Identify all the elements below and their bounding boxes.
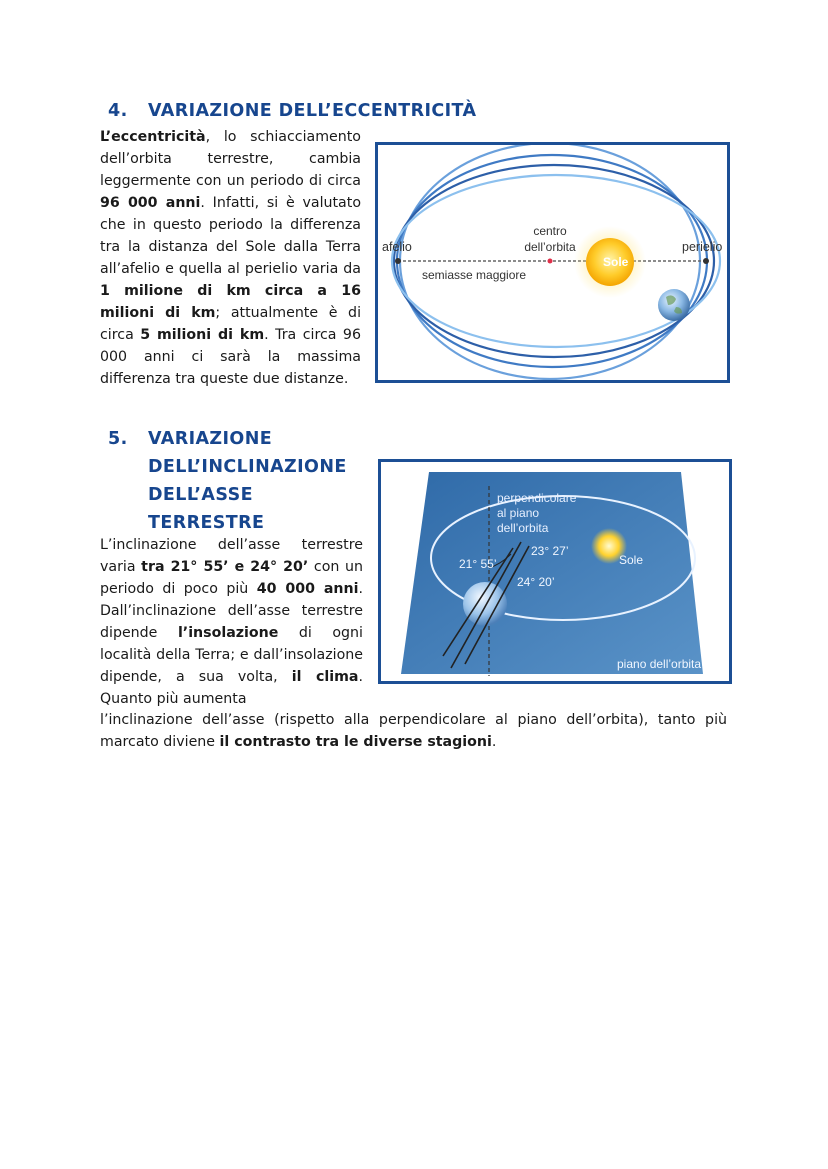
section-4-text-run-0: L’eccentricità	[100, 129, 206, 145]
section-5-text-run-1: tra 21° 55’ e 24° 20’	[141, 559, 309, 575]
section-5-continuation-run-2: .	[491, 734, 497, 750]
section-4-text-run-2: 96 000 anni	[100, 195, 201, 211]
section-5-text-run-7: il clima	[291, 669, 359, 685]
eccentricity-figure	[375, 142, 730, 383]
section-5-continuation-run-0: l’inclinazione dell’asse (rispetto alla perpendicolare al piano dell’orbita), tanto più marcato diviene	[100, 712, 727, 750]
perihelion-label: perielio	[682, 240, 723, 254]
section-5-number: 5.	[108, 429, 128, 449]
section-5-text-run-0: L’inclinazione dell’asse terrestre varia	[100, 537, 363, 575]
section-4-text-run-4: 1 milione di km circa a 16 milioni di km	[100, 283, 361, 321]
earth-icon	[658, 289, 690, 321]
aphelion-label: afelio	[382, 240, 412, 254]
sun-label: Sole	[603, 255, 629, 269]
section-5-text-run-4: . Dall’inclinazione dell’asse terrestre dipende	[100, 581, 364, 641]
section-4-paragraph	[100, 126, 361, 390]
section-5-title-line-3: DELL’ASSE	[148, 485, 253, 505]
section-5-text-run-8: . Quanto più aumenta	[100, 669, 363, 707]
section-5-text-run-5: l’insolazione	[177, 625, 279, 641]
angle-label-max: 24° 20’	[517, 575, 555, 589]
section-5-heading	[108, 425, 347, 537]
section-5-text-run-6: di ogni località della Terra; e dall’insolazione dipende, a sua volta,	[100, 625, 363, 685]
section-4-text-run-6: 5 milioni di km	[140, 327, 265, 343]
section-4-heading	[108, 101, 476, 121]
section-4-text-run-5: ; attualmente è di circa	[100, 305, 362, 343]
aphelion-point	[395, 258, 401, 264]
axial-tilt-figure	[378, 459, 732, 684]
perpendicular-label-2: al piano	[497, 506, 540, 520]
sun-label: Sole	[619, 553, 644, 567]
angle-label-current: 23° 27’	[531, 544, 569, 558]
perpendicular-label-1: perpendicolare	[497, 491, 577, 505]
section-5-paragraph	[100, 534, 363, 710]
perihelion-point	[703, 258, 709, 264]
semimajor-axis-label: semiasse maggiore	[422, 268, 527, 282]
orbit-center-label-2: dell’orbita	[524, 240, 576, 254]
perpendicular-label-3: dell’orbita	[497, 521, 549, 535]
earth-icon	[463, 582, 507, 626]
section-5-title-line-4: TERRESTRE	[148, 513, 265, 533]
section-5-title-line-1: VARIAZIONE	[148, 429, 273, 449]
section-5-text-run-2: con un periodo di poco più	[100, 559, 363, 597]
section-5-continuation	[100, 709, 727, 753]
section-4-text-run-3: . Infatti, si è valutato che in questo periodo la differenza tra la distanza del Sole dalla Terra all’afelio e quella al perielio varia da	[100, 195, 361, 277]
section-4-title: VARIAZIONE DELL’ECCENTRICITÀ	[148, 101, 477, 121]
orbit-ellipses	[392, 145, 723, 379]
section-5-text-run-3: 40 000 anni	[256, 581, 359, 597]
section-4-text-run-7: . Tra circa 96 000 anni ci sarà la massima differenza tra queste due distanze.	[100, 327, 361, 387]
section-5-title-line-2: DELL’INCLINAZIONE	[148, 457, 347, 477]
section-4-number: 4.	[108, 101, 128, 121]
section-5-continuation-run-1: il contrasto tra le diverse stagioni	[219, 734, 492, 750]
angle-label-min: 21° 55’	[459, 557, 497, 571]
orbit-center-point	[548, 259, 553, 264]
orbit-center-label-1: centro	[533, 224, 567, 238]
section-4-text-run-1: , lo schiacciamento dell’orbita terrestre, cambia leggermente con un periodo di circa	[100, 129, 361, 189]
orbital-plane-label: piano dell’orbita	[617, 657, 702, 671]
